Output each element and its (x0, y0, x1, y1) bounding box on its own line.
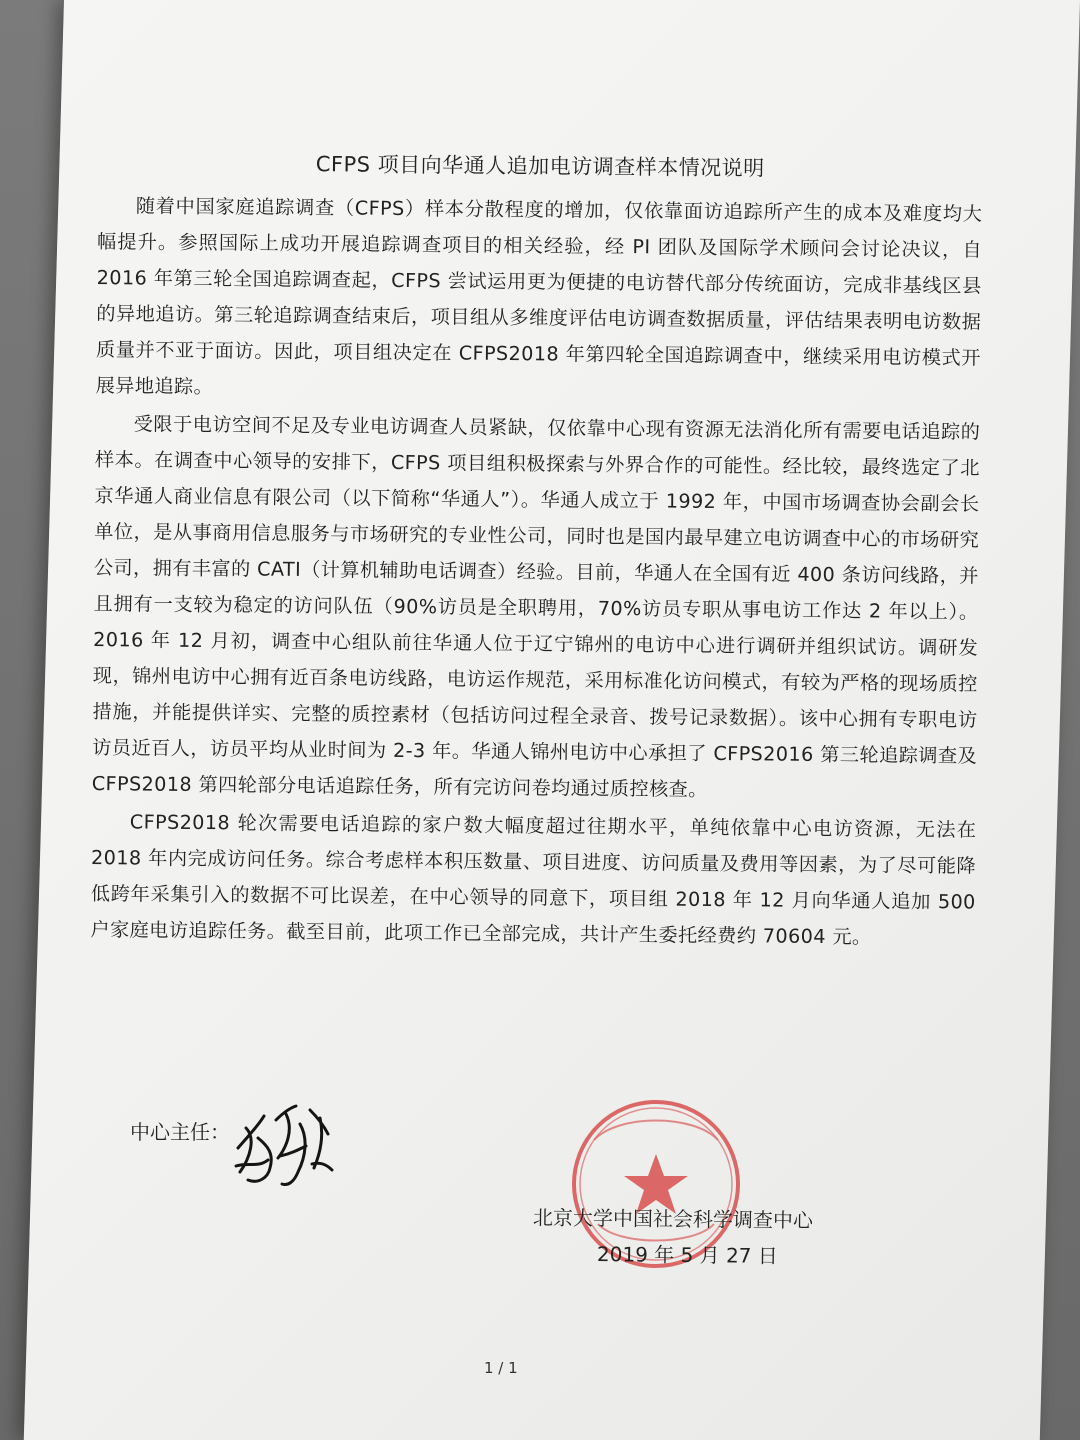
document-body (90, 140, 983, 958)
director-label: 中心主任： (130, 1120, 230, 1144)
issuing-organization: 北京大学中国社会科学调查中心 (532, 1205, 814, 1233)
paragraph-1: 随着中国家庭追踪调查（CFPS）样本分散程度的增加，仅依靠面访追踪所产生的成本及难度均大幅提升。参照国际上成功开展追踪调查项目的相关经验，经 PI 团队及国际学术顾问会讨论决议，自 2016 年第三轮全国追踪调查起，CFPS 尝试运用更为便捷的电访替代部分传统面访，完成非基线区县的异地追访。第三轮追踪调查结束后，项目组从多维度评估电访调查数据质量，评估结果表明电访数据质量并不亚于面访。因此，项目组决定在 CFPS2018 年第四轮全国追踪调查中，继续采用电访模式开展异地追踪。 (95, 194, 983, 399)
paragraph-2: 受限于电访空间不足及专业电访调查人员紧缺，仅依靠中心现有资源无法消化所有需要电话追踪的样本。在调查中心领导的安排下，CFPS 项目组积极探索与外界合作的可能性。经比较，最终选定了北京华通人商业信息有限公司（以下简称“华通人”）。华通人成立于 1992 年，中国市场调查协会副会长单位，是从事商用信息服务与市场研究的专业性公司，同时也是国内最早建立电访调查中心的市场研究公司，拥有丰富的 CATI（计算机辅助电话调查）经验。目前，华通人在全国有近 400 条访问线路，并且拥有一支较为稳定的访问队伍（90%访员是全职聘用，70%访员专职从事电访工作达 2 年以上）。2016 年 12 月初，调查中心组队前往华通人位于辽宁锦州的电访中心进行调研并组织试访。调研发现，锦州电访中心拥有近百条电访线路，电访运作规范，采用标准化访问模式，有较为严格的现场质控措施，并能提供详实、完整的质控素材（包括访问过程全录音、拨号记录数据）。该中心拥有专职电访访员近百人，访员平均从业时间为 2-3 年。华通人锦州电访中心承担了 CFPS2016 第三轮追踪调查及 CFPS2018 第四轮部分电话追踪任务，所有完访问卷均通过质控核查。 (91, 412, 981, 801)
handwritten-signature (228, 1098, 338, 1194)
document-title: CFPS 项目向华通人追加电访调查样本情况说明 (315, 152, 765, 181)
issue-date: 2019 年 5 月 27 日 (596, 1242, 778, 1268)
page-number: 1 / 1 (484, 1359, 518, 1377)
paragraph-3: CFPS2018 轮次需要电话追踪的家户数大幅度超过往期水平，单纯依靠中心电访资源，无法在 2018 年内完成访问任务。综合考虑样本积压数量、项目进度、访问质量及费用等因素，为了尽可能降低跨年采集引入的数据不可比误差，在中心领导的同意下，项目组 2018 年 12 月向华通人追加 500 户家庭电访追踪任务。截至目前，此项工作已全部完成，共计产生委托经费约 70604 元。 (90, 810, 977, 949)
